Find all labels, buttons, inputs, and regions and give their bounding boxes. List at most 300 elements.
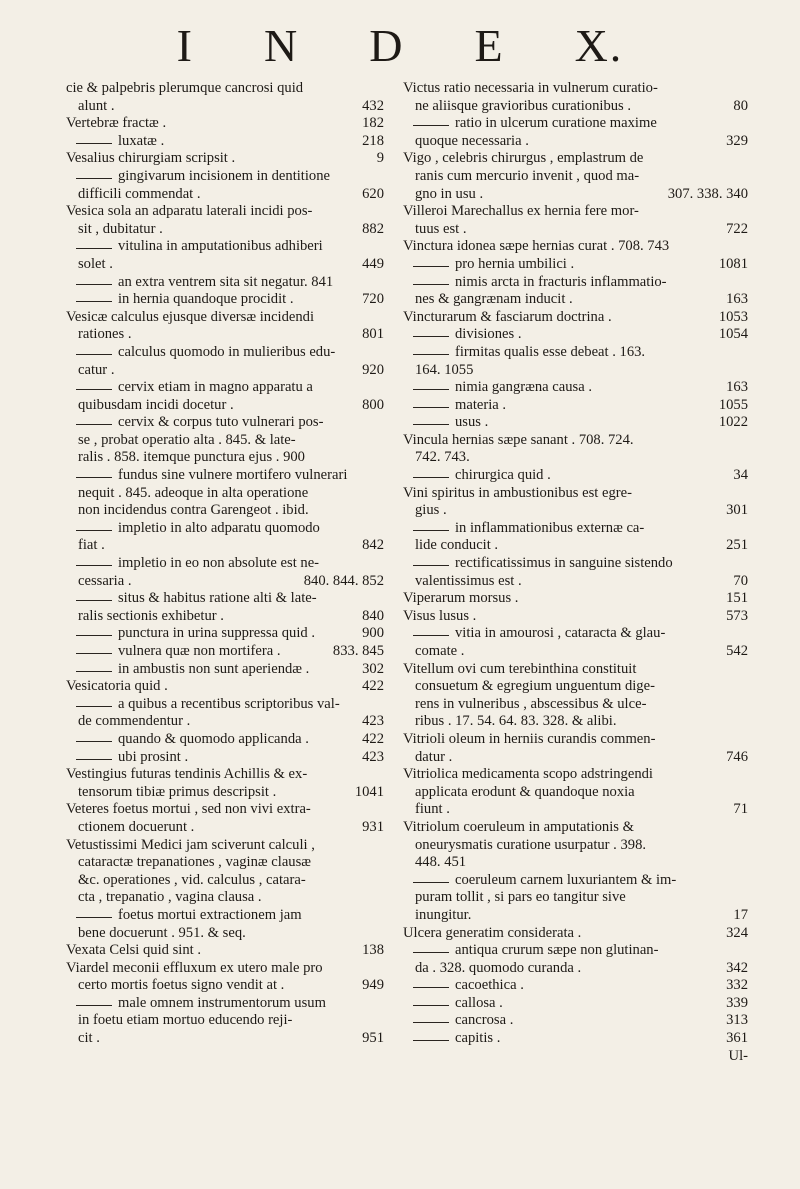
index-entry bbox=[403, 168, 748, 186]
index-entry bbox=[403, 625, 748, 643]
entry-text: ratio in ulcerum curatione maxime bbox=[455, 115, 657, 132]
page-ref: 722 bbox=[726, 220, 748, 237]
entry-text: antiqua crurum sæpe non glutinan- bbox=[455, 942, 659, 959]
entry-text: capitis . bbox=[455, 1030, 501, 1047]
index-entry bbox=[403, 537, 748, 555]
entry-text: Vesicæ calculus ejusque diversæ incidendi bbox=[66, 308, 315, 325]
ditto-dash bbox=[413, 635, 449, 636]
index-entry bbox=[403, 467, 748, 485]
index-entry bbox=[66, 837, 384, 855]
index-entry bbox=[403, 379, 748, 397]
index-entry bbox=[66, 203, 384, 221]
entry-text: comate . bbox=[415, 643, 465, 659]
index-entry bbox=[403, 678, 748, 696]
ditto-dash bbox=[413, 477, 449, 478]
entry-text: quibusdam incidi docetur . bbox=[78, 396, 234, 413]
index-entry bbox=[66, 801, 384, 819]
index-entry bbox=[403, 555, 748, 573]
page-ref: 251 bbox=[726, 537, 748, 554]
entry-text: impletio in eo non absolute est ne- bbox=[118, 555, 320, 572]
entry-text: difficili commendat . bbox=[78, 185, 201, 202]
entry-text: in foetu etiam mortuo educendo reji- bbox=[78, 1012, 293, 1029]
entry-text: vulnera quæ non mortifera . bbox=[118, 643, 281, 659]
page-ref: 951 bbox=[362, 1030, 384, 1047]
index-entry bbox=[403, 819, 748, 837]
entry-text: Vertebræ fractæ . bbox=[66, 115, 167, 132]
page-ref: 920 bbox=[362, 361, 384, 378]
index-entry bbox=[66, 362, 384, 380]
entry-text: solet . bbox=[78, 255, 113, 272]
page-ref: 361 bbox=[726, 1030, 748, 1047]
entry-text: tuus est . bbox=[415, 220, 467, 237]
entry-text: luxatæ . bbox=[118, 132, 165, 149]
index-entry bbox=[66, 784, 384, 802]
entry-text: in inflammationibus externæ ca- bbox=[455, 519, 645, 536]
index-entry bbox=[66, 643, 384, 661]
ditto-dash bbox=[76, 143, 112, 144]
index-entry bbox=[403, 432, 748, 450]
entry-text: fundus sine vulnere mortifero vulnerari bbox=[118, 467, 348, 484]
index-entry bbox=[403, 749, 748, 767]
index-entry bbox=[66, 713, 384, 731]
index-entry bbox=[403, 907, 748, 925]
page-ref: 422 bbox=[362, 678, 384, 695]
index-entry bbox=[66, 397, 384, 415]
index-entry bbox=[403, 784, 748, 802]
index-entry bbox=[403, 309, 748, 327]
ditto-dash bbox=[76, 653, 112, 654]
entry-text: cervix etiam in magno apparatu a bbox=[118, 379, 313, 396]
ditto-dash bbox=[76, 284, 112, 285]
index-entry bbox=[66, 502, 384, 520]
entry-text: firmitas qualis esse debeat . 163. bbox=[455, 343, 646, 360]
ditto-dash bbox=[413, 882, 449, 883]
entry-text: fiunt . bbox=[415, 801, 450, 818]
entry-text: nequit . 845. adeoque in alta operatione bbox=[78, 484, 309, 501]
entry-text: cacoethica . bbox=[455, 977, 524, 994]
entry-text: nimia gangræna causa . bbox=[455, 379, 592, 396]
entry-text: fiat . bbox=[78, 537, 105, 554]
page-ref: 332 bbox=[726, 977, 748, 994]
header-letter-5: X. bbox=[574, 20, 624, 71]
entry-text: Vinctura idonea sæpe hernias curat . 708. 743 bbox=[403, 238, 670, 255]
entry-text: &c. operationes , vid. calculus , catara- bbox=[78, 871, 306, 888]
index-entry bbox=[66, 749, 384, 767]
index-entry bbox=[66, 150, 384, 168]
page-ref: 432 bbox=[362, 97, 384, 114]
entry-text: cit . bbox=[78, 1030, 100, 1047]
ditto-dash bbox=[76, 741, 112, 742]
index-entry bbox=[403, 925, 748, 943]
index-entry bbox=[403, 696, 748, 714]
page-ref: 34 bbox=[733, 467, 748, 484]
entry-text: rens in vulneribus , abscessibus & ulce- bbox=[415, 695, 647, 712]
entry-text: ubi prosint . bbox=[118, 748, 189, 765]
index-entry bbox=[66, 872, 384, 890]
index-entry bbox=[66, 819, 384, 837]
page-ref: 339 bbox=[726, 994, 748, 1011]
index-entry bbox=[403, 889, 748, 907]
ditto-dash bbox=[76, 248, 112, 249]
entry-text: cervix & corpus tuto vulnerari pos- bbox=[118, 414, 324, 431]
index-entry bbox=[66, 766, 384, 784]
index-entry bbox=[403, 397, 748, 415]
index-entry bbox=[66, 907, 384, 925]
page-ref: 573 bbox=[726, 607, 748, 624]
entry-text: lide conducit . bbox=[415, 537, 499, 554]
entry-text: an extra ventrem sita sit negatur. 841 bbox=[118, 273, 334, 290]
page-ref: 1022 bbox=[718, 414, 748, 431]
entry-text: vitia in amourosi , cataracta & glau- bbox=[455, 625, 666, 642]
page-ref: 9 bbox=[376, 150, 384, 167]
entry-text: rationes . bbox=[78, 326, 132, 343]
ditto-dash bbox=[76, 477, 112, 478]
page-ref: 800 bbox=[362, 396, 384, 413]
entry-text: puram tollit , si pars eo tangitur sive bbox=[415, 889, 626, 906]
entry-text: Veteres foetus mortui , sed non vivi extra- bbox=[66, 801, 311, 818]
index-entry bbox=[403, 362, 748, 380]
header-letter-2: N bbox=[264, 20, 300, 71]
index-entry bbox=[66, 432, 384, 450]
ditto-dash bbox=[76, 1005, 112, 1006]
index-entry bbox=[66, 238, 384, 256]
index-entry bbox=[403, 291, 748, 309]
entry-text: quoque necessaria . bbox=[415, 132, 529, 149]
ditto-dash bbox=[76, 565, 112, 566]
ditto-dash bbox=[413, 424, 449, 425]
index-entry bbox=[403, 1048, 748, 1066]
index-entry bbox=[403, 661, 748, 679]
ditto-dash bbox=[76, 530, 112, 531]
ditto-dash bbox=[76, 600, 112, 601]
page-ref: 301 bbox=[726, 502, 748, 519]
index-entry bbox=[403, 115, 748, 133]
entry-text: ribus . 17. 54. 64. 83. 328. & alibi. bbox=[415, 713, 617, 730]
index-entry bbox=[66, 467, 384, 485]
entry-text: calculus quomodo in mulieribus edu- bbox=[118, 343, 336, 360]
index-entry bbox=[403, 98, 748, 116]
index-entry bbox=[403, 608, 748, 626]
page-ref: 720 bbox=[362, 291, 384, 308]
page-ref: 1055 bbox=[718, 396, 748, 413]
page-ref: 842 bbox=[362, 537, 384, 554]
ditto-dash bbox=[413, 336, 449, 337]
page-ref: 17 bbox=[733, 906, 748, 923]
entry-text: coeruleum carnem luxuriantem & im- bbox=[455, 871, 677, 888]
page-ref: 138 bbox=[362, 942, 384, 959]
entry-text: Vexata Celsi quid sint . bbox=[66, 942, 201, 959]
entry-text: cataractæ trepanationes , vaginæ clausæ bbox=[78, 854, 312, 871]
page-ref: 80 bbox=[733, 97, 748, 114]
page-ref: 620 bbox=[362, 185, 384, 202]
entry-text: tensorum tibiæ primus descripsit . bbox=[78, 783, 277, 800]
index-entry bbox=[403, 449, 748, 467]
entry-text: ralis sectionis exhibetur . bbox=[78, 607, 224, 624]
page-ref: 151 bbox=[726, 590, 748, 607]
ditto-dash bbox=[76, 671, 112, 672]
page-ref: 302 bbox=[362, 660, 384, 677]
index-entry bbox=[403, 80, 748, 98]
page-ref: 163 bbox=[726, 291, 748, 308]
entry-text: pro hernia umbilici . bbox=[455, 255, 575, 272]
entry-text: sit , dubitatur . bbox=[78, 220, 163, 237]
index-entry bbox=[403, 1012, 748, 1030]
entry-text: materia . bbox=[455, 396, 507, 413]
index-entry bbox=[66, 608, 384, 626]
entry-text: Vitellum ovi cum terebinthina constituit bbox=[403, 660, 637, 677]
entry-text: Vitriolum coeruleum in amputationis & bbox=[403, 818, 634, 835]
entry-text: ralis . 858. itemque punctura ejus . 900 bbox=[78, 449, 305, 466]
index-entry bbox=[403, 203, 748, 221]
entry-text: Vincula hernias sæpe sanant . 708. 724. bbox=[403, 431, 634, 448]
entry-text: Vesalius chirurgiam scripsit . bbox=[66, 150, 236, 167]
entry-text: Vini spiritus in ambustionibus est egre- bbox=[403, 484, 632, 501]
entry-text: alunt . bbox=[78, 97, 115, 114]
index-entry bbox=[66, 555, 384, 573]
index-entry bbox=[66, 485, 384, 503]
ditto-dash bbox=[413, 987, 449, 988]
ditto-dash bbox=[76, 917, 112, 918]
entry-text: cie & palpebris plerumque cancrosi quid bbox=[66, 80, 304, 96]
index-entry bbox=[403, 942, 748, 960]
index-entry bbox=[403, 801, 748, 819]
entry-text: 448. 451 bbox=[415, 854, 467, 871]
entry-text: applicata erodunt & quandoque noxia bbox=[415, 783, 635, 800]
index-entry bbox=[66, 98, 384, 116]
page-ref: 307. 338. 340 bbox=[667, 185, 748, 202]
entry-text: catur . bbox=[78, 361, 115, 378]
entry-text: male omnem instrumentorum usum bbox=[118, 994, 326, 1011]
index-entry bbox=[66, 854, 384, 872]
page-ref: 1054 bbox=[718, 326, 748, 343]
index-entry bbox=[66, 309, 384, 327]
page-ref: 71 bbox=[733, 801, 748, 818]
entry-text: callosa . bbox=[455, 994, 503, 1011]
entry-text: 164. 1055 bbox=[415, 361, 474, 378]
entry-text: Vigo , celebris chirurgus , emplastrum de bbox=[403, 150, 644, 167]
index-column-right bbox=[403, 80, 748, 1065]
index-entry bbox=[403, 274, 748, 292]
page-ref: 70 bbox=[733, 572, 748, 589]
entry-text: oneurysmatis curatione usurpatur . 398. bbox=[415, 836, 647, 853]
index-entry bbox=[66, 661, 384, 679]
page-ref: 949 bbox=[362, 977, 384, 994]
entry-text: datur . bbox=[415, 748, 453, 765]
entry-text: valentissimus est . bbox=[415, 572, 522, 589]
page-ref: 218 bbox=[362, 132, 384, 149]
entry-text: non incidendus contra Garengeot . ibid. bbox=[78, 502, 309, 519]
entry-text: Ulcera generatim considerata . bbox=[403, 924, 582, 941]
index-entry bbox=[66, 291, 384, 309]
index-entry bbox=[403, 256, 748, 274]
header-letter-4: E bbox=[474, 20, 505, 71]
entry-text: 742. 743. bbox=[415, 449, 470, 466]
index-entry bbox=[66, 414, 384, 432]
page-ref: 182 bbox=[362, 115, 384, 132]
index-entry bbox=[66, 1030, 384, 1048]
index-entry bbox=[66, 344, 384, 362]
ditto-dash bbox=[413, 125, 449, 126]
index-entry bbox=[66, 379, 384, 397]
index-entry bbox=[403, 995, 748, 1013]
index-entry bbox=[66, 731, 384, 749]
entry-text: Vesica sola an adparatu laterali incidi pos- bbox=[66, 203, 313, 220]
index-entry bbox=[66, 995, 384, 1013]
entry-text: Vetustissimi Medici jam sciverunt calculi , bbox=[66, 836, 315, 853]
entry-text: Vitrioli oleum in herniis curandis commen- bbox=[403, 730, 656, 747]
index-entry bbox=[403, 326, 748, 344]
index-entry bbox=[66, 80, 384, 98]
index-entry bbox=[66, 925, 384, 943]
index-entry bbox=[403, 590, 748, 608]
ditto-dash bbox=[413, 389, 449, 390]
index-entry bbox=[66, 977, 384, 995]
ditto-dash bbox=[413, 530, 449, 531]
index-entry bbox=[403, 713, 748, 731]
ditto-dash bbox=[76, 178, 112, 179]
entry-text: punctura in urina suppressa quid . bbox=[118, 625, 315, 642]
page-ref: 1053 bbox=[718, 308, 748, 325]
entry-text: de commendentur . bbox=[78, 713, 191, 730]
ditto-dash bbox=[76, 635, 112, 636]
page-ref: 324 bbox=[726, 924, 748, 941]
entry-text: divisiones . bbox=[455, 326, 522, 343]
index-entry bbox=[403, 731, 748, 749]
ditto-dash bbox=[76, 424, 112, 425]
index-column-left bbox=[66, 80, 384, 1048]
index-entry bbox=[403, 150, 748, 168]
index-entry bbox=[66, 115, 384, 133]
page-ref: 423 bbox=[362, 713, 384, 730]
index-entry bbox=[403, 502, 748, 520]
index-entry bbox=[403, 238, 748, 256]
ditto-dash bbox=[413, 284, 449, 285]
ditto-dash bbox=[76, 759, 112, 760]
page-ref: 542 bbox=[726, 643, 748, 659]
entry-text: a quibus a recentibus scriptoribus val- bbox=[118, 695, 340, 712]
entry-text: Vincturarum & fasciarum doctrina . bbox=[403, 308, 612, 325]
entry-text: se , probat operatio alta . 845. & late- bbox=[78, 431, 296, 448]
index-entry bbox=[66, 960, 384, 978]
index-entry bbox=[66, 326, 384, 344]
entry-text: Villeroi Marechallus ex hernia fere mor- bbox=[403, 203, 639, 220]
index-entry bbox=[403, 766, 748, 784]
index-entry bbox=[66, 573, 384, 591]
entry-text: cessaria . bbox=[78, 572, 132, 589]
index-entry bbox=[403, 854, 748, 872]
entry-text: ctionem docuerunt . bbox=[78, 818, 195, 835]
page-ref: 833. 845 bbox=[332, 643, 384, 659]
index-entry bbox=[403, 133, 748, 151]
ditto-dash bbox=[413, 266, 449, 267]
index-entry bbox=[66, 625, 384, 643]
index-entry bbox=[66, 186, 384, 204]
entry-text: cta , trepanatio , vagina clausa . bbox=[78, 889, 262, 906]
ditto-dash bbox=[413, 565, 449, 566]
page-ref: 342 bbox=[726, 959, 748, 976]
header-letter-3: D bbox=[369, 20, 405, 71]
index-entry bbox=[403, 872, 748, 890]
entry-text: in hernia quandoque procidit . bbox=[118, 291, 294, 308]
entry-text: rectificatissimus in sanguine sistendo bbox=[455, 555, 673, 572]
index-entry bbox=[66, 274, 384, 292]
entry-text: situs & habitus ratione alti & late- bbox=[118, 590, 317, 607]
entry-text: foetus mortui extractionem jam bbox=[118, 906, 302, 923]
entry-text: inungitur. bbox=[415, 906, 472, 923]
entry-text: cancrosa . bbox=[455, 1012, 514, 1029]
index-entry bbox=[66, 256, 384, 274]
index-entry bbox=[403, 221, 748, 239]
index-entry bbox=[403, 837, 748, 855]
page-ref: 423 bbox=[362, 748, 384, 765]
page-ref: 329 bbox=[726, 132, 748, 149]
index-entry bbox=[403, 520, 748, 538]
index-entry bbox=[66, 168, 384, 186]
index-entry bbox=[403, 977, 748, 995]
entry-text: usus . bbox=[455, 414, 489, 431]
index-entry bbox=[66, 537, 384, 555]
ditto-dash bbox=[413, 952, 449, 953]
index-entry bbox=[403, 960, 748, 978]
entry-text: ne aliisque gravioribus curationibus . bbox=[415, 97, 632, 114]
index-entry bbox=[66, 133, 384, 151]
entry-text: Vesicatoria quid . bbox=[66, 678, 168, 695]
index-entry bbox=[403, 643, 748, 661]
page-ref: 1041 bbox=[354, 783, 384, 800]
index-entry bbox=[66, 678, 384, 696]
ditto-dash bbox=[413, 1022, 449, 1023]
entry-text: in ambustis non sunt aperiendæ . bbox=[118, 660, 310, 677]
ditto-dash bbox=[413, 1040, 449, 1041]
index-entry bbox=[66, 221, 384, 239]
header-letter-1: I bbox=[176, 20, 194, 71]
page-ref: 313 bbox=[726, 1012, 748, 1029]
entry-text: impletio in alto adparatu quomodo bbox=[118, 519, 320, 536]
ditto-dash bbox=[76, 301, 112, 302]
index-entry bbox=[403, 1030, 748, 1048]
entry-text: bene docuerunt . 951. & seq. bbox=[78, 924, 246, 941]
ditto-dash bbox=[76, 389, 112, 390]
entry-text: ranis cum mercurio invenit , quod ma- bbox=[415, 167, 640, 184]
page-ref: 163 bbox=[726, 379, 748, 396]
index-entry bbox=[403, 344, 748, 362]
entry-text: nes & gangrænam inducit . bbox=[415, 291, 573, 308]
ditto-dash bbox=[413, 354, 449, 355]
index-entry bbox=[403, 573, 748, 591]
index-entry bbox=[66, 1012, 384, 1030]
ditto-dash bbox=[413, 1005, 449, 1006]
entry-text: consuetum & egregium unguentum dige- bbox=[415, 678, 655, 695]
entry-text: chirurgica quid . bbox=[455, 467, 551, 484]
index-entry bbox=[66, 590, 384, 608]
entry-text: gingivarum incisionem in dentitione bbox=[118, 167, 330, 184]
entry-text: Vitriolica medicamenta scopo adstringendi bbox=[403, 766, 653, 783]
index-entry bbox=[66, 520, 384, 538]
page-ref: 449 bbox=[362, 255, 384, 272]
page-ref: 931 bbox=[362, 818, 384, 835]
page-ref: 840. 844. 852 bbox=[303, 572, 384, 589]
entry-text: nimis arcta in fracturis inflammatio- bbox=[455, 273, 667, 290]
page-ref: Ul- bbox=[728, 1047, 748, 1064]
page-ref: 801 bbox=[362, 326, 384, 343]
index-entry bbox=[403, 414, 748, 432]
index-entry bbox=[403, 186, 748, 204]
page-header bbox=[0, 12, 800, 72]
index-entry bbox=[66, 889, 384, 907]
entry-text: quando & quomodo applicanda . bbox=[118, 730, 309, 747]
ditto-dash bbox=[413, 407, 449, 408]
page-ref: 422 bbox=[362, 730, 384, 747]
